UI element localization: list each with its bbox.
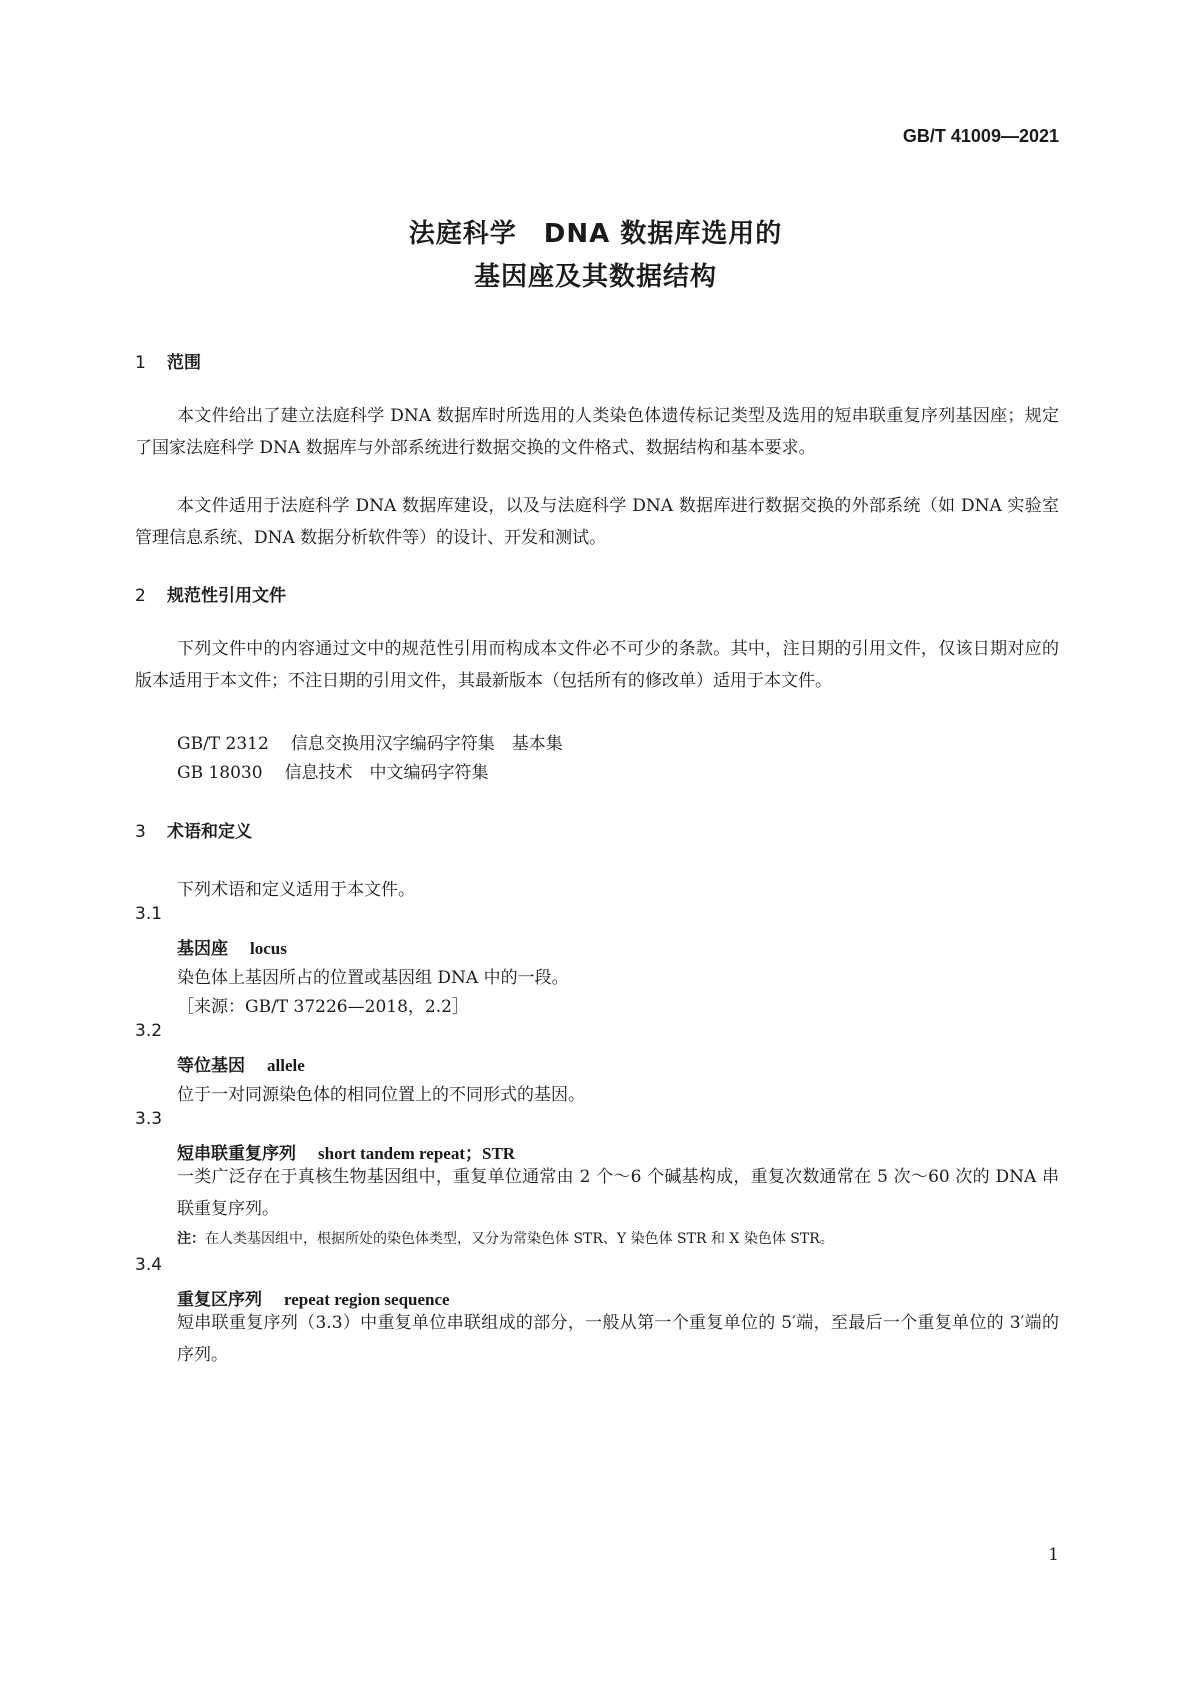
section-title: 术语和定义: [167, 822, 252, 842]
term-chinese: 等位基因: [177, 1056, 245, 1076]
section-heading-scope: [135, 348, 201, 373]
term-english: repeat region sequence: [284, 1290, 450, 1309]
section-number: 2: [135, 586, 146, 606]
reference-title: 信息技术 中文编码字符集: [284, 763, 489, 783]
term-english: allele: [267, 1056, 305, 1075]
term-english: locus: [250, 939, 287, 958]
term-english: short tandem repeat；STR: [318, 1144, 516, 1163]
reference-title: 信息交换用汉字编码字符集 基本集: [290, 734, 563, 754]
references-paragraph: 下列文件中的内容通过文中的规范性引用而构成本文件必不可少的条款。其中，注日期的引用文件，仅该日期对应的版本适用于本文件；不注日期的引用文件，其最新版本（包括所有的修改单）适用于本文件。: [135, 639, 1059, 691]
standard-number: GB/T 41009—2021: [902, 126, 1059, 146]
term-chinese: 短串联重复序列: [177, 1144, 296, 1164]
term-number: 3.2: [135, 1021, 163, 1041]
note-label: 注：: [177, 1231, 205, 1247]
section-number: 3: [135, 822, 146, 842]
term-chinese: 基因座: [177, 939, 228, 959]
document-title-line-1: 法庭科学 DNA 数据库选用的: [408, 219, 783, 249]
section-title: 范围: [167, 353, 201, 373]
term-heading: [177, 1051, 305, 1076]
term-chinese: 重复区序列: [177, 1290, 262, 1310]
terms-intro: 下列术语和定义适用于本文件。: [177, 880, 415, 900]
reference-code: GB 18030: [177, 763, 263, 783]
term-heading: [177, 934, 287, 959]
term-number: 3.1: [135, 904, 163, 924]
document-title-line-2: 基因座及其数据结构: [473, 262, 717, 292]
reference-item: [177, 758, 489, 783]
term-definition: 短串联重复序列（3.3）中重复单位串联组成的部分，一般从第一个重复单位的 5′端，至最后一个重复单位的 3′端的序列。: [177, 1313, 1059, 1365]
term-source: ［来源：GB/T 37226—2018，2.2］: [177, 997, 469, 1017]
section-number: 1: [135, 353, 146, 373]
reference-item: [177, 729, 563, 754]
scope-paragraph-1: 本文件给出了建立法庭科学 DNA 数据库时所选用的人类染色体遗传标记类型及选用的短串联重复序列基因座；规定了国家法庭科学 DNA 数据库与外部系统进行数据交换的文件格式、数据结构和基本要求。: [135, 406, 1059, 458]
note-text: 在人类基因组中，根据所处的染色体类型，又分为常染色体 STR、Y 染色体 STR 和 X 染色体 STR。: [205, 1231, 834, 1247]
section-heading-terms: [135, 817, 252, 842]
page-number: 1: [1048, 1545, 1059, 1565]
term-definition: 染色体上基因所占的位置或基因组 DNA 中的一段。: [177, 968, 569, 988]
term-definition: 一类广泛存在于真核生物基因组中，重复单位通常由 2 个～6 个碱基构成，重复次数通常在 5 次～60 次的 DNA 串联重复序列。: [177, 1167, 1059, 1219]
section-heading-normative-references: [135, 581, 286, 606]
term-definition: 位于一对同源染色体的相同位置上的不同形式的基因。: [177, 1085, 585, 1105]
term-note: [177, 1228, 834, 1248]
scope-paragraph-2: 本文件适用于法庭科学 DNA 数据库建设，以及与法庭科学 DNA 数据库进行数据交换的外部系统（如 DNA 实验室管理信息系统、DNA 数据分析软件等）的设计、开发和测试。: [135, 496, 1059, 548]
reference-code: GB/T 2312: [177, 734, 269, 754]
section-title: 规范性引用文件: [167, 586, 286, 606]
term-number: 3.3: [135, 1109, 163, 1129]
term-number: 3.4: [135, 1255, 163, 1275]
